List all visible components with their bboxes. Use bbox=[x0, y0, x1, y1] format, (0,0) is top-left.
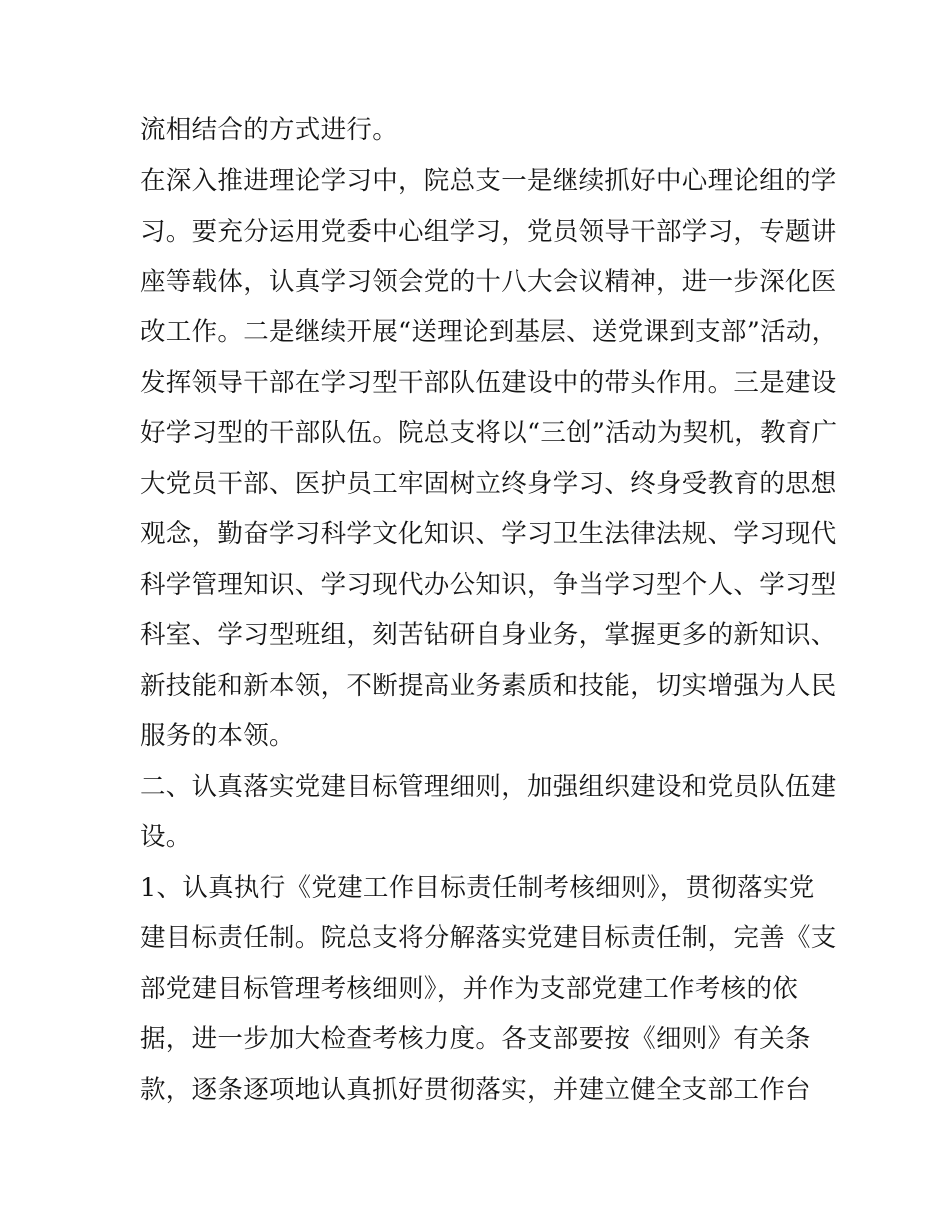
text-line-12: 新技能和新本领，不断提高业务素质和技能，切实增强为人民 bbox=[140, 671, 837, 701]
text-line-7: 好学习型的干部队伍。院总支将以“三创”活动为契机，教育广 bbox=[140, 418, 838, 448]
text-line-8: 大党员干部、医护员工牢固树立终身学习、终身受教育的思想 bbox=[140, 469, 837, 499]
text-line-19: 据，进一步加大检查考核力度。各支部要按《细则》有关条 bbox=[140, 1024, 811, 1054]
text-line-5: 改工作。二是继续开展“送理论到基层、送党课到支部”活动， bbox=[140, 317, 838, 347]
text-line-11: 科室、学习型班组，刻苦钻研自身业务，掌握更多的新知识、 bbox=[140, 620, 837, 650]
text-line-20: 款，逐条逐项地认真抓好贯彻落实，并建立健全支部工作台 bbox=[140, 1075, 811, 1105]
text-line-4: 座等载体，认真学习领会党的十八大会议精神，进一步深化医 bbox=[140, 267, 837, 297]
text-line-3: 习。要充分运用党委中心组学习，党员领导干部学习，专题讲 bbox=[140, 217, 837, 247]
text-line-1: 流相结合的方式进行。 bbox=[140, 115, 399, 145]
text-line-9: 观念，勤奋学习科学文化知识、学习卫生法律法规、学习现代 bbox=[140, 519, 837, 549]
text-line-13: 服务的本领。 bbox=[140, 721, 295, 751]
text-line-2: 在深入推进理论学习中，院总支一是继续抓好中心理论组的学 bbox=[140, 166, 837, 196]
text-line-16: 1、认真执行《党建工作目标责任制考核细则》，贯彻落实党 bbox=[140, 873, 815, 903]
text-line-6: 发挥领导干部在学习型干部队伍建设中的带头作用。三是建设 bbox=[140, 368, 837, 398]
text-line-17: 建目标责任制。院总支将分解落实党建目标责任制，完善《支 bbox=[140, 923, 837, 953]
text-line-18: 部党建目标管理考核细则》，并作为支部党建工作考核的依 bbox=[140, 974, 799, 1004]
text-line-14: 二、认真落实党建目标管理细则，加强组织建设和党员队伍建 bbox=[140, 772, 837, 802]
text-line-10: 科学管理知识、学习现代办公知识，争当学习型个人、学习型 bbox=[140, 570, 837, 600]
text-line-15: 设。 bbox=[140, 822, 192, 852]
